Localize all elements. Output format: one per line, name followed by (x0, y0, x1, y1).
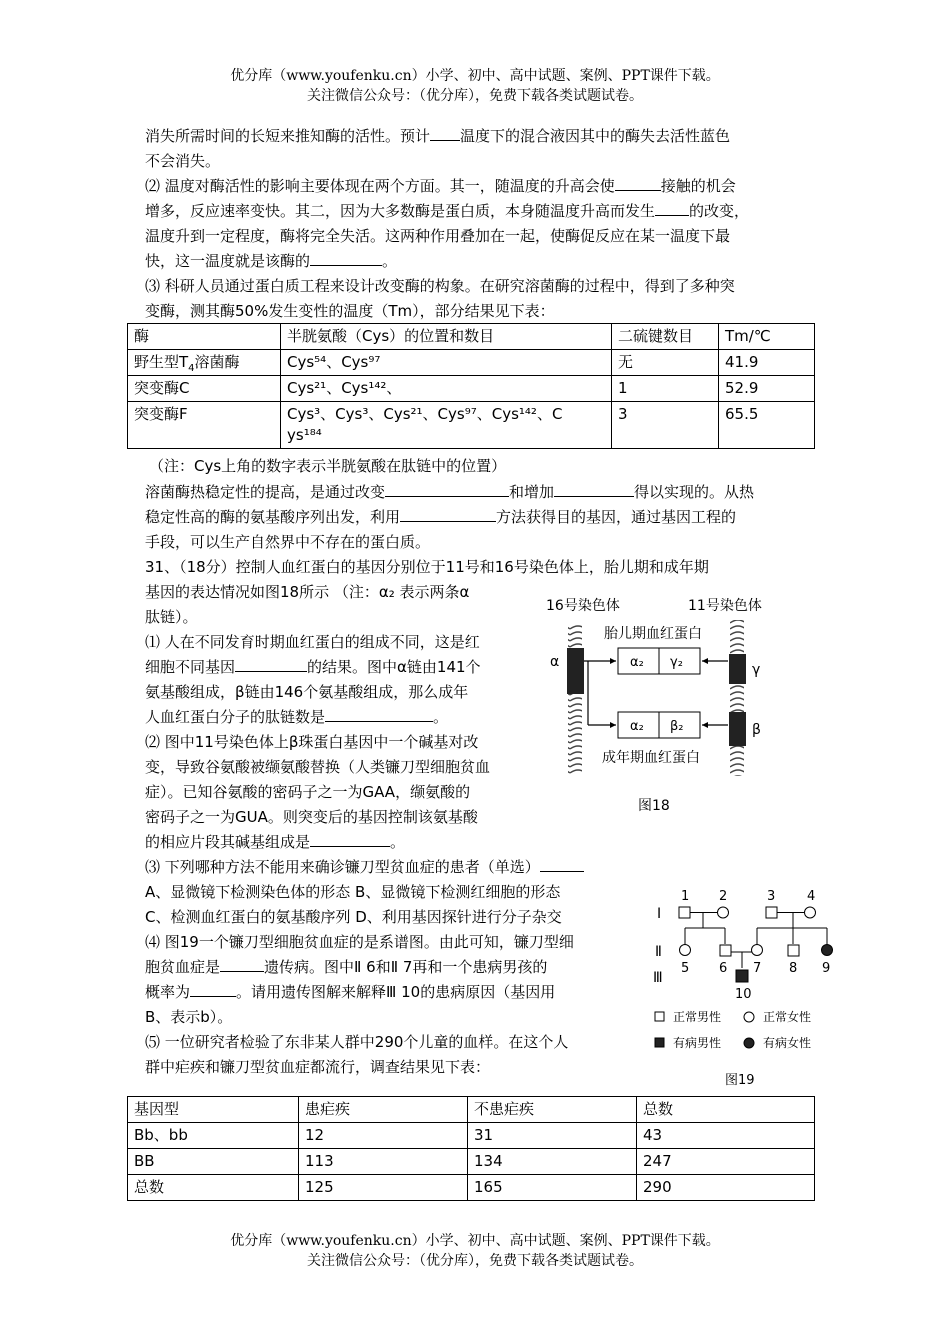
q31-p3-option-ab: A、显微镜下检测染色体的形态 B、显微镜下检测红细胞的形态 (145, 883, 561, 901)
q30-line-1: 消失所需时间的长短来推知酶的活性。预计 温度下的混合液因其中的酶失去活性蓝色 (145, 124, 730, 149)
individual-8-normal-male (788, 945, 799, 956)
individual-3-normal-male (766, 907, 777, 918)
individual-2-number: 2 (719, 889, 728, 904)
individual-3-number: 3 (767, 889, 776, 904)
q31-p1-line-2: 细胞不同基因 的结果。图中α链由141个 (145, 655, 481, 680)
gen-1-label: Ⅰ (657, 906, 662, 922)
individual-9-number: 9 (822, 961, 831, 976)
table-cell: 12 (299, 1123, 468, 1149)
alpha-gene-block (567, 648, 584, 694)
q31-p2-line-5: 的相应片段其碱基组成是 。 (145, 830, 405, 855)
individual-8-number: 8 (789, 961, 798, 976)
q31-p4-line-3: 概率为 。请用遗传图解来解释Ⅲ 10的患病原因（基因用 (145, 980, 555, 1005)
q31-p2-line-3: 症）。已知谷氨酸的密码子之一为GAA，缬氨酸的 (145, 783, 471, 801)
fig18-caption: 图18 (638, 798, 670, 814)
table-cell: Cys²¹、Cys¹⁴²、 (281, 376, 612, 402)
table-note: （注：Cys上角的数字表示半胱氨酸在肽链中的位置） (149, 457, 507, 475)
table-cell: 总数 (128, 1175, 299, 1201)
header-line-2: 关注微信公众号：（优分库），免费下载各类试题试卷。 (307, 88, 643, 104)
individual-5-number: 5 (681, 961, 690, 976)
gen-3-label: Ⅲ (653, 970, 663, 986)
q30-p4-line-1: 溶菌酶热稳定性的提高，是通过改变 和增加 得以实现的。从热 (145, 480, 754, 505)
table-cell: 125 (299, 1175, 468, 1201)
fig18-gamma-label: γ (752, 662, 761, 678)
table-header-row (128, 324, 815, 350)
table-cell: 1 (612, 376, 719, 402)
table-cell: 突变酶F (128, 402, 281, 449)
q30-p3-line-1: ⑶ 科研人员通过蛋白质工程来设计改变酶的构象。在研究溶菌酶的过程中，得到了多种突 (145, 277, 735, 295)
q31-p4-line-2: 胞贫血症是 遗传病。图中Ⅱ 6和Ⅱ 7再和一个患病男孩的 (145, 955, 547, 980)
table-header-cell: 患疟疾 (299, 1097, 468, 1123)
footer-line-1: 优分库（www.youfenku.cn）小学、初中、高中试题、案例、PPT课件下载。 (230, 1233, 720, 1249)
q30-p2-line-3: 温度升到一定程度，酶将完全失活。这两种作用叠加在一起，使酶促反应在某一温度下最 (145, 227, 731, 245)
legend-normal-female: 正常女性 (763, 1010, 812, 1024)
table-row (128, 1123, 815, 1149)
figure-18 (538, 588, 788, 820)
q30-p2-line-4: 快，这一温度就是该酶的 。 (145, 249, 397, 274)
q31-p4-line-4: B、表示b）。 (145, 1008, 233, 1026)
legend-normal-female-icon (744, 1012, 754, 1022)
table-cell: Cys⁵⁴、Cys⁹⁷ (281, 350, 612, 376)
table-cell: Cys³、Cys³、Cys²¹、Cys⁹⁷、Cys¹⁴²、C ys¹⁸⁴ (281, 402, 612, 449)
legend-normal-male-icon (655, 1012, 664, 1021)
gamma-gene-block (729, 654, 746, 684)
table-row (128, 1149, 815, 1175)
table-cell: 52.9 (719, 376, 815, 402)
individual-7-number: 7 (753, 961, 762, 976)
header-line-1: 优分库（www.youfenku.cn）小学、初中、高中试题、案例、PPT课件下载。 (230, 68, 720, 84)
fig18-beta-label: β (752, 722, 761, 738)
q30-p2-line-1: ⑵ 温度对酶活性的影响主要体现在两个方面。其一，随温度的升高会使 接触的机会 (145, 174, 736, 199)
individual-6-normal-male (720, 945, 731, 956)
table-header-cell: 半胱氨酸（Cys）的位置和数目 (281, 324, 612, 350)
footer-line-2: 关注微信公众号：（优分库），免费下载各类试题试卷。 (307, 1253, 643, 1269)
table-header-cell: Tm/℃ (719, 324, 815, 350)
table-row (128, 1175, 815, 1201)
q31-p5-line-1: ⑸ 一位研究者检验了东非某人群中290个儿童的血样。在这个人 (145, 1033, 569, 1051)
table-header-cell: 二硫键数目 (612, 324, 719, 350)
table-cell: Bb、bb (128, 1123, 299, 1149)
table-cell: 无 (612, 350, 719, 376)
q30-p4-line-3: 手段，可以生产自然界中不存在的蛋白质。 (145, 533, 431, 551)
legend-affected-male-icon (655, 1038, 664, 1047)
individual-5-normal-female (680, 945, 691, 956)
table-cell: 247 (637, 1149, 815, 1175)
table-row (128, 376, 815, 402)
table-cell: 113 (299, 1149, 468, 1175)
table-header-row (128, 1097, 815, 1123)
table-header-cell: 不患疟疾 (468, 1097, 637, 1123)
q31-p3-option-cd: C、检测血红蛋白的氨基酸序列 D、利用基因探针进行分子杂交 (145, 908, 562, 926)
table-cell: 134 (468, 1149, 637, 1175)
enzyme-table (127, 323, 815, 449)
table-cell: 3 (612, 402, 719, 449)
q31-line-2: 基因的表达情况如图18所示 （注：α₂ 表示两条α (145, 583, 470, 601)
q30-p4-line-2: 稳定性高的酶的氨基酸序列出发，利用 方法获得目的基因，通过基因工程的 (145, 505, 736, 530)
individual-2-normal-female (718, 907, 729, 918)
legend-affected-female: 有病女性 (763, 1036, 812, 1050)
individual-4-normal-female (805, 907, 816, 918)
fig18-a2-label: α₂ (630, 655, 644, 670)
fig18-b2-label: β₂ (670, 719, 684, 734)
table-cell: 野生型$T_4$溶菌酶 (128, 350, 281, 376)
q31-line-1: 31、（18分）控制人血红蛋白的基因分别位于11号和16号染色体上，胎儿期和成年期 (145, 558, 709, 576)
table-cell: 43 (637, 1123, 815, 1149)
legend-normal-male: 正常男性 (673, 1010, 722, 1024)
individual-10-number: 10 (735, 987, 752, 1002)
q31-p1-line-1: ⑴ 人在不同发育时期血红蛋白的组成不同，这是红 (145, 633, 480, 651)
table-cell: 290 (637, 1175, 815, 1201)
fig18-chr11-label: 11号染色体 (688, 598, 762, 614)
fig18-alpha-label: α (550, 654, 560, 670)
beta-gene-block (729, 712, 746, 746)
q30-p2-line-2: 增多，反应速率变快。其二，因为大多数酶是蛋白质，本身随温度升高而发生 的改变， (145, 199, 749, 224)
figure-19-pedigree (645, 886, 845, 1092)
q31-p1-line-3: 氨基酸组成，β链由146个氨基酸组成，那么成年 (145, 683, 469, 701)
fig19-caption: 图19 (725, 1073, 755, 1088)
gen-2-label: Ⅱ (655, 944, 662, 960)
individual-4-number: 4 (807, 889, 816, 904)
individual-1-number: 1 (681, 889, 690, 904)
table-header-cell: 总数 (637, 1097, 815, 1123)
chromosome-16 (568, 624, 582, 774)
q31-p3-line-1: ⑶ 下列哪种方法不能用来确诊镰刀型贫血症的患者（单选） (145, 855, 584, 880)
individual-1-normal-male (679, 907, 690, 918)
table-row (128, 402, 815, 449)
individual-9-affected-female (822, 945, 833, 956)
table-cell: 65.5 (719, 402, 815, 449)
legend-affected-female-icon (744, 1038, 754, 1048)
table-cell: 突变酶C (128, 376, 281, 402)
table-header-cell: 酶 (128, 324, 281, 350)
q31-p2-line-2: 变，导致谷氨酸被缬氨酸替换（人类镰刀型细胞贫血 (145, 758, 491, 776)
chromosome-11 (730, 620, 744, 776)
fig18-g2-label: γ₂ (670, 655, 683, 670)
table-header-cell: 基因型 (128, 1097, 299, 1123)
fig18-a2-adult-label: α₂ (630, 719, 644, 734)
fig18-adult-label: 成年期血红蛋白 (602, 750, 700, 766)
table-cell: BB (128, 1149, 299, 1175)
q31-p4-line-1: ⑷ 图19一个镰刀型细胞贫血症的是系谱图。由此可知，镰刀型细 (145, 933, 574, 951)
individual-6-number: 6 (719, 961, 728, 976)
malaria-table (127, 1096, 815, 1201)
table-cell: 41.9 (719, 350, 815, 376)
individual-7-normal-female (752, 945, 763, 956)
q31-p5-line-2: 群中疟疾和镰刀型贫血症都流行，调查结果见下表： (145, 1058, 491, 1076)
q31-p2-line-4: 密码子之一为GUA。则突变后的基因控制该氨基酸 (145, 808, 478, 826)
individual-10-affected-male (736, 970, 748, 982)
legend-affected-male: 有病男性 (673, 1036, 722, 1050)
table-row (128, 350, 815, 376)
q31-line-3: 肽链）。 (145, 608, 198, 626)
fig18-fetal-label: 胎儿期血红蛋白 (604, 626, 702, 642)
q30-p3-line-2: 变酶，测其酶50%发生变性的温度（Tm），部分结果见下表： (145, 302, 555, 320)
table-cell: 165 (468, 1175, 637, 1201)
q31-p2-line-1: ⑵ 图中11号染色体上β珠蛋白基因中一个碱基对改 (145, 733, 479, 751)
table-cell: 31 (468, 1123, 637, 1149)
q30-line-2: 不会消失。 (145, 152, 221, 170)
fig18-chr16-label: 16号染色体 (546, 598, 620, 614)
q31-p1-line-4: 人血红蛋白分子的肽链数是 。 (145, 705, 448, 730)
